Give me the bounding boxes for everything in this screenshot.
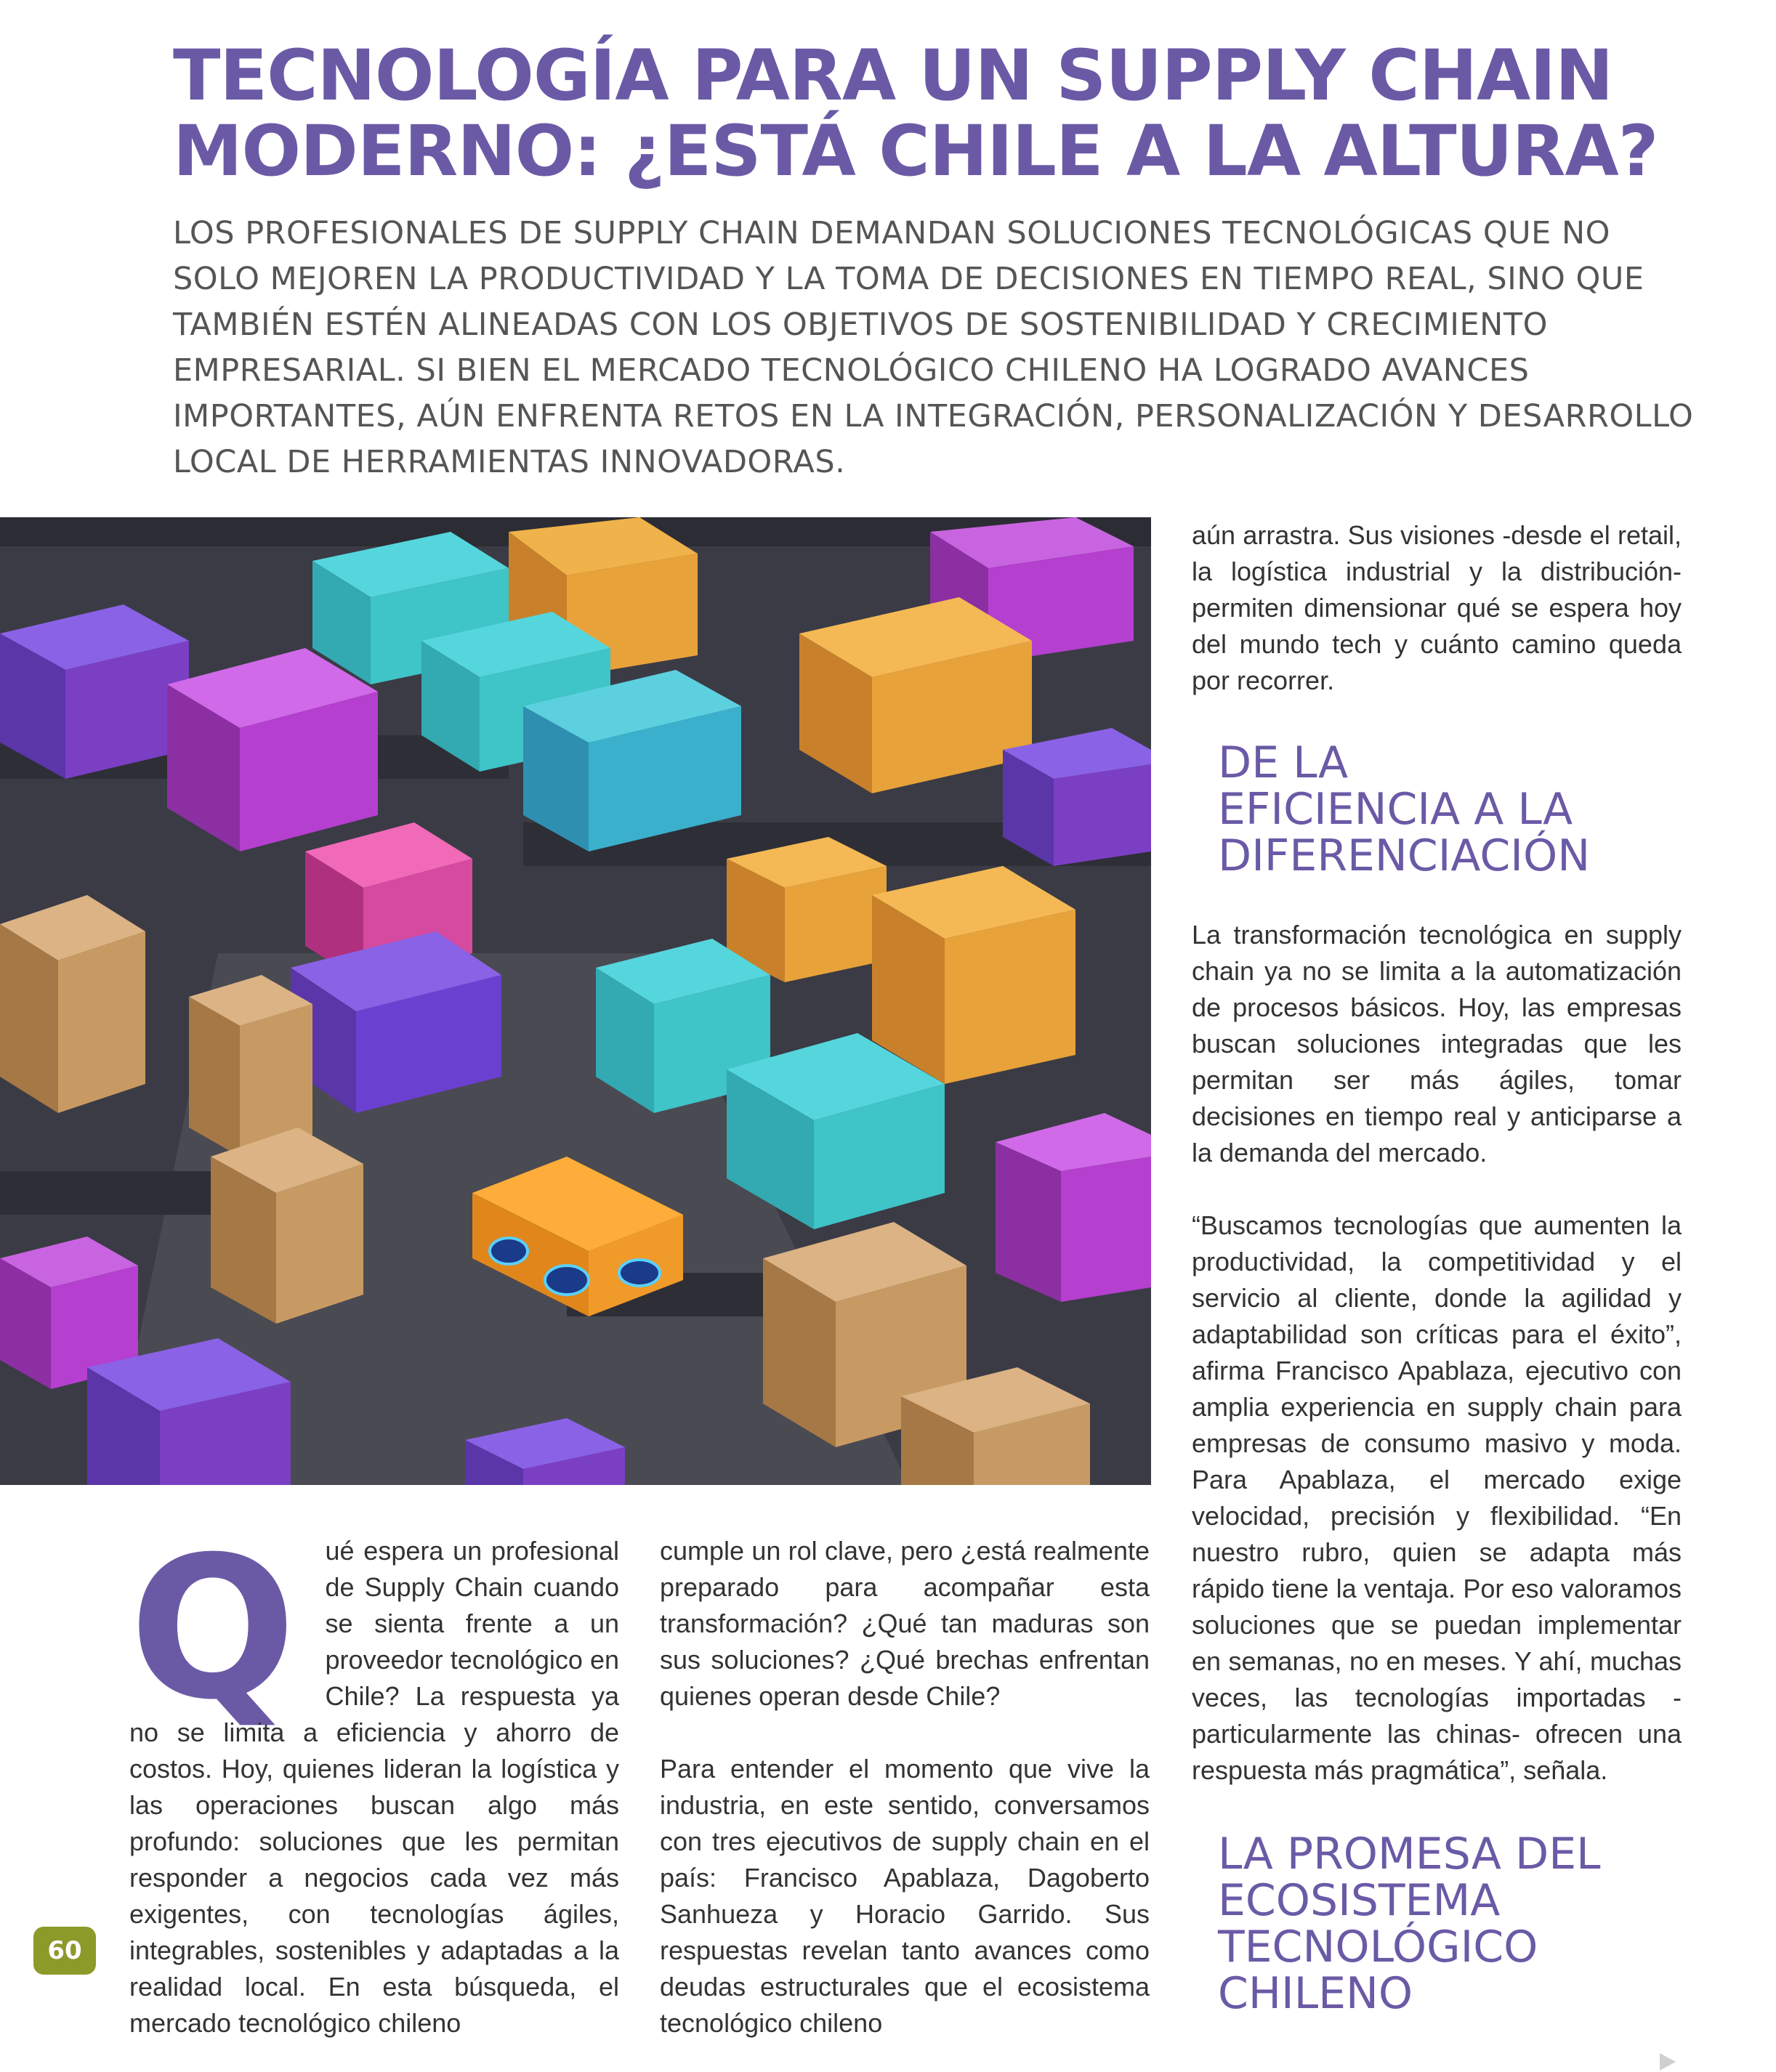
warehouse-illustration-svg xyxy=(0,517,1151,1485)
heading-line: DIFERENCIACIÓN xyxy=(1218,830,1591,881)
lead-line: TAMBIÉN ESTÉN ALINEADAS CON LOS OBJETIVOS DE SOSTENIBILIDAD Y CRECIMIENTO xyxy=(173,307,1548,343)
paragraph: cumple un rol clave, pero ¿está realmente preparado para acompañar esta transformación? ¿Qué tan maduras son sus soluciones? ¿Qué brechas enfrentan quienes operan desde Chile? xyxy=(660,1536,1150,1711)
paragraph: “Buscamos tecnologías que aumenten la productividad, la competitividad y el servicio al cliente, donde la agilidad y adaptabilidad son críticas para el éxito”, afirma Francisco Apablaza, ejecutivo con amplia experiencia en supply chain para empresas de consumo masivo y moda. Para Apablaza, el mercado exige velocidad, precisión y flexibilidad. “En nuestro rubro, quien se adapta más rápido tiene la ventaja. Por eso valoramos soluciones que se puedan implementar en semanas, no en meses. Y ahí, muchas veces, las tecnologías importadas -particularmente las chinas- ofrecen una respuesta más pragmática”, señala. xyxy=(1192,1210,1682,1785)
heading-line: ECOSISTEMA xyxy=(1218,1875,1501,1926)
lead-line: SOLO MEJOREN LA PRODUCTIVIDAD Y LA TOMA DE DECISIONES EN TIEMPO REAL, SINO QUE xyxy=(173,261,1644,297)
lead-line: EMPRESARIAL. SI BIEN EL MERCADO TECNOLÓGICO CHILENO HA LOGRADO AVANCES xyxy=(173,352,1530,389)
article-lead xyxy=(173,211,1714,485)
article-column-1 xyxy=(129,1514,619,2041)
heading-line: LA PROMESA DEL xyxy=(1218,1829,1601,1879)
paragraph: aún arrastra. Sus visiones -desde el retail, la logística industrial y la distribución- permiten dimensionar qué se espera hoy del mundo tech y cuánto camino queda por recorrer. xyxy=(1192,520,1682,695)
lead-line: LOS PROFESIONALES DE SUPPLY CHAIN DEMANDAN SOLUCIONES TECNOLÓGICAS QUE NO xyxy=(173,215,1610,251)
section-heading xyxy=(1218,737,1591,881)
section-heading xyxy=(1218,1831,1601,2017)
page-number-badge: 60 xyxy=(33,1927,96,1975)
lead-line: LOCAL DE HERRAMIENTAS INNOVADORAS. xyxy=(173,444,846,480)
paragraph: Para entender el momento que vive la industria, en este sentido, conversamos con tres ejecutivos de supply chain en el país: Francisco Apablaza, Dagoberto Sanhueza y Horacio Garrido. Sus respuestas revelan tanto avances como deudas estructurales que el ecosistema tecnológico chileno xyxy=(660,1754,1150,2038)
paragraph: ué espera un profesional de Supply Chain cuando se sienta frente a un proveedor tecnológico en Chile? La respuesta ya no se limita a eficiencia y ahorro de costos. Hoy, quienes lideran la logística y las operaciones buscan algo más profundo: soluciones que les permitan responder a negocios cada vez más exigentes, con tecnologías ágiles, integrables, sostenibles y adaptadas a la realidad local. En esta búsqueda, el mercado tecnológico chileno xyxy=(129,1536,619,2038)
heading-line: CHILENO xyxy=(1218,1968,1413,2019)
heading-line: EFICIENCIA A LA xyxy=(1218,784,1573,835)
title-line-2: MODERNO: ¿ESTÁ CHILE A LA ALTURA? xyxy=(173,110,1658,192)
heading-line: TECNOLÓGICO xyxy=(1218,1922,1538,1972)
article-column-2 xyxy=(660,1533,1150,2041)
next-page-arrow-icon[interactable] xyxy=(1660,2053,1676,2071)
heading-line: DE LA xyxy=(1218,737,1349,788)
lead-line: IMPORTANTES, AÚN ENFRENTA RETOS EN LA INTEGRACIÓN, PERSONALIZACIÓN Y DESARROLLO xyxy=(173,398,1694,434)
article-title xyxy=(173,35,1714,192)
paragraph: La transformación tecnológica en supply chain ya no se limita a la automatización de procesos básicos. Hoy, las empresas buscan soluciones integradas que les permitan ser más ágiles, tomar decisiones en tiempo real y anticiparse a la demanda del mercado. xyxy=(1192,920,1682,1167)
drop-cap: Q xyxy=(129,1514,296,1743)
title-line-1: TECNOLOGÍA PARA UN SUPPLY CHAIN xyxy=(173,35,1613,116)
article-column-3-bottom xyxy=(1192,917,1682,1789)
article-column-3-top xyxy=(1192,517,1682,699)
